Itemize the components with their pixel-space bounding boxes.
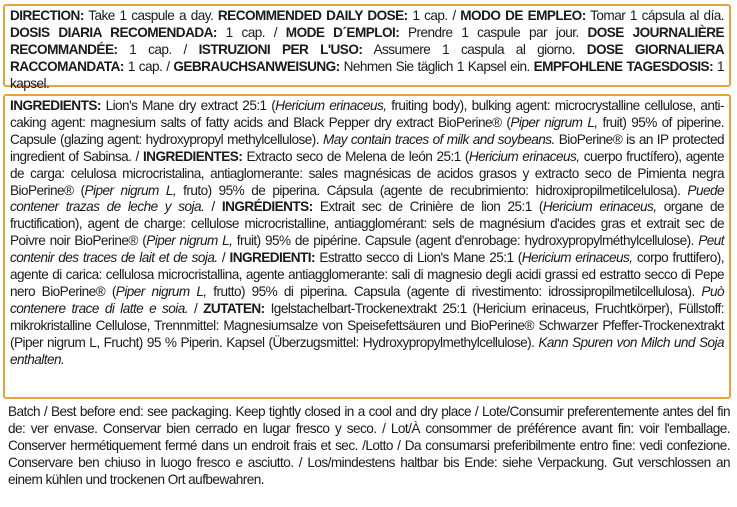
text-run: organe de fructification), agent de charge: cellulose microcristalline, antiagglomérant: sels de magnésium d'acides gras et extrait sec de Poivre noir BioPerine® ( <box>10 199 724 249</box>
section-heading: INGRÉDIENTS: <box>221 199 313 215</box>
italic-text: Hericium erinaceus, <box>275 98 387 113</box>
ingredients-box <box>3 94 731 399</box>
text-run: Estratto secco di Lion's Mane 25:1 ( <box>315 250 522 266</box>
section-heading: GEBRAUCHSANWEISUNG: <box>173 58 340 74</box>
italic-text: Kann Spuren von Milch und Soja enthalten. <box>10 334 724 367</box>
section-heading: EMPFOHLENE TAGESDOSIS: <box>533 58 714 74</box>
italic-text: Può contenere trace di latte e soia. <box>10 283 724 316</box>
text-run: Assumere 1 caspula al giorno. <box>362 41 587 57</box>
text-run: BioPerine® is an IP protected ingredient of Sabinsa. / <box>10 131 725 164</box>
text-run: fruiting body), bulking agent: microcrystalline cellulose, anti-caking agent: magnesium salts of fatty acids and Black Pepper dry extract BioPerine® ( <box>10 98 725 130</box>
italic-text: Piper nigrum L, <box>115 283 207 299</box>
section-heading: RECOMMENDED DAILY DOSE: <box>217 8 408 23</box>
text-run: fruto) 95% de piperina. Cápsula (agente de recubrimiento: hidroxipropilmetilcelulosa). <box>176 182 688 198</box>
text-run: corpo fruttifero), agente di carica: cellulosa microcristallina, agente antiagglomerante: sali di magnesio degli acidi grassi ed estratto secco di Pepe nero BioPerine® ( <box>10 250 724 299</box>
section-heading: INGREDIENTI: <box>229 250 316 266</box>
section-heading: ZUTATEN: <box>203 300 265 316</box>
text-run: frutto) 95% di piperina. Capsula (agente di rivestimento: idrossipropilmetilcellulosa). <box>206 283 702 299</box>
italic-text: Piper nigrum L, <box>510 114 598 130</box>
text-run: / <box>204 199 222 215</box>
text-run: 1 kapsel. <box>10 58 724 91</box>
text-run: 1 cap. / <box>117 41 199 57</box>
italic-text: Hericium erinaceus, <box>468 148 580 164</box>
section-heading: DIRECTION: <box>10 8 84 23</box>
italic-text: Peut contenir des traces de lait et de soja. <box>10 233 724 266</box>
italic-text: Hericium erinaceus, <box>542 199 657 215</box>
italic-text: Piper nigrum L, <box>84 182 177 198</box>
section-heading: DOSE JOURNALIÈRE RECOMMANDÉE: <box>10 24 725 57</box>
text-run: cuerpo fructífero), agente de carga: celulosa microcristalina, antiaglomerante: sales magnésicas de acidos grasos y extracto seco de Pimienta negra BioPerine® ( <box>10 148 724 198</box>
text-run: Extracto seco de Melena de león 25:1 ( <box>242 148 469 164</box>
direction-box <box>3 4 731 91</box>
section-heading: ISTRUZIONI PER L'USO: <box>198 41 363 57</box>
italic-text: Hericium erinaceus, <box>521 250 633 266</box>
text-run: 1 cap. / <box>407 8 461 23</box>
section-heading: INGREDIENTS: <box>10 98 101 113</box>
section-heading: MODE D´EMPLOI: <box>285 24 400 40</box>
text-run: / <box>188 300 204 316</box>
text-run: Take 1 caspule a day. <box>83 8 218 23</box>
ingredients-text <box>10 98 724 369</box>
storage-text: Batch / Best before end: see packaging. Keep tightly closed in a cool and dry place / Lote/Consumir preferentemente antes del fin de: ver envase. Conservar bien cerrado en lugar fresco y seco. / Lot/À consommer de préférence avant fin: voir l'emballage. Conserver hermétiquement fermé dans un endroit frais et sec. /Lotto / Da consumarsi preferibilmente entro fine: vedi confezione. Conservare ben chiuso in luogo fresco e asciutto. / Los/mindestens haltbar bis Ende: siehe Verpackung. Gut verschlossen an einem kühlen und trockenen Ort aufbewahren. <box>8 404 730 487</box>
text-run: Lion's Mane dry extract 25:1 ( <box>100 98 276 113</box>
text-run: Tomar 1 cápsula al día. <box>585 8 725 23</box>
section-heading: INGREDIENTES: <box>142 148 243 164</box>
text-run: 1 cap. / <box>123 58 174 74</box>
text-run: Igelstachelbart-Trockenextrakt 25:1 (Hericium erinaceus, Fruchtkörper), Füllstoff: mikrokristalline Cellulose, Trennmittel: Magnesiumsalze von Speisefettsäuren und BioPerine® Schwarzer Pfeffer-Trockenextrakt (Piper nigrum L, Frucht) 95 % Piperin. Kapsel (Überzugsmittel: Hydroxypropylmethylcellulose). <box>10 300 725 350</box>
text-run: Extrait sec de Crinière de lion 25:1 ( <box>312 199 543 215</box>
italic-text: Puede contener trazas de leche y soja. <box>10 182 724 215</box>
section-heading: DOSE GIORNALIERA RACCOMANDATA: <box>10 41 724 74</box>
text-run: Nehmen Sie täglich 1 Kapsel ein. <box>339 58 534 74</box>
text-run: Prendre 1 caspule par jour. <box>399 24 588 40</box>
italic-text: May contain traces of milk and soybeans. <box>322 131 555 147</box>
italic-text: Piper nigrum L, <box>146 233 233 249</box>
direction-text <box>10 8 724 93</box>
text-run: 1 cap. / <box>216 24 286 40</box>
section-heading: MODO DE EMPLEO: <box>460 8 586 23</box>
text-run: / <box>217 250 230 266</box>
text-run: fruit) 95% de pipérine. Capsule (agent d'enrobage: hydroxypropylméthylcellulose). <box>232 233 699 249</box>
text-run: fruit) 95% of piperine. Capsule (glazing agent: hydroxypropyl methylcellulose). <box>10 114 724 147</box>
section-heading: DOSIS DIARIA RECOMENDADA: <box>10 24 217 40</box>
